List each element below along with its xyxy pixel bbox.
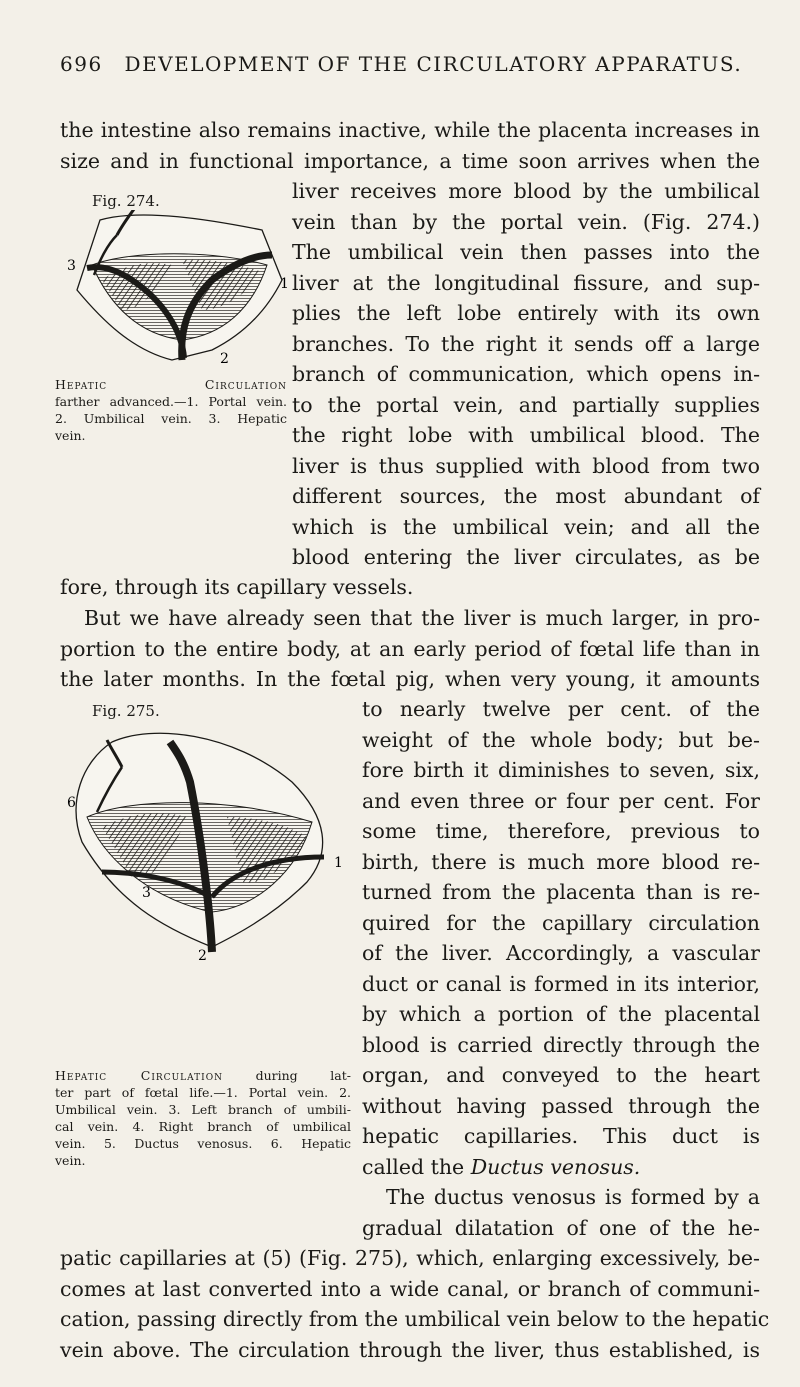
text-line: liver is thus supplied with blood from two bbox=[292, 453, 760, 478]
caption-line: 2. Umbilical vein. 3. Hepatic bbox=[55, 411, 287, 426]
paragraph-1-top bbox=[60, 115, 760, 176]
text-line: blood is carried directly through the bbox=[362, 1032, 760, 1057]
figure-275-number: 2 bbox=[198, 948, 207, 962]
text-line: The ductus venosus is formed by a bbox=[386, 1185, 760, 1209]
text-line: by which a portion of the placental bbox=[362, 1002, 760, 1026]
text-line: plies the left lobe entirely with its own bbox=[292, 301, 760, 325]
text-line: portion to the entire body, at an early period of fœtal life than in bbox=[60, 636, 760, 661]
text-line: patic capillaries at (5) (Fig. 275), which, enlarging excessively, be- bbox=[60, 1246, 760, 1270]
text-line: comes at last converted into a wide canal, or branch of communi- bbox=[60, 1276, 760, 1301]
figure-274-number: 2 bbox=[220, 351, 229, 365]
figure-275-number: 6 bbox=[67, 795, 76, 811]
figure-275-number: 3 bbox=[142, 885, 151, 901]
text-line: fore, through its capillary vessels. bbox=[60, 575, 414, 599]
paragraph-2-wrap bbox=[362, 694, 760, 1243]
text-line: the right lobe with umbilical blood. The bbox=[292, 423, 760, 447]
figure-274-caption bbox=[55, 376, 287, 444]
text-line: and even three or four per cent. For bbox=[362, 788, 760, 813]
text-line: liver receives more blood by the umbilical bbox=[292, 179, 760, 203]
caption-title: Hepatic Circulation bbox=[55, 377, 287, 392]
caption-line: vein. bbox=[55, 428, 86, 443]
text-line: vein above. The circulation through the liver, thus established, is bbox=[60, 1337, 760, 1362]
paragraph-2-top bbox=[60, 603, 760, 695]
caption-line: farther advanced.—1. Portal vein. bbox=[55, 394, 287, 409]
text-line: without having passed through the bbox=[362, 1093, 760, 1118]
text-line: the later months. In the fœtal pig, when very young, it amounts bbox=[60, 667, 760, 691]
text-line: which is the umbilical vein; and all the bbox=[292, 514, 760, 539]
text-line: But we have already seen that the liver is much larger, in pro- bbox=[84, 606, 760, 630]
text-line: some time, therefore, previous to bbox=[362, 819, 760, 843]
figure-274-number: 1 bbox=[280, 276, 289, 292]
text-line: size and in functional importance, a time soon arrives when the bbox=[60, 148, 760, 173]
text-line: weight of the whole body; but be- bbox=[362, 727, 760, 752]
text-line: branch of communication, which opens in- bbox=[292, 362, 760, 386]
caption-line bbox=[55, 1067, 351, 1084]
figure-275-label: Fig. 275. bbox=[92, 702, 160, 720]
caption-line: vein. 5. Ductus venosus. 6. Hepatic bbox=[55, 1136, 351, 1151]
text-line: liver at the longitudinal fissure, and sup- bbox=[292, 270, 760, 295]
figure-274-label: Fig. 274. bbox=[92, 192, 160, 210]
text-line: turned from the placenta than is re- bbox=[362, 880, 760, 904]
caption-line: Umbilical vein. 3. Left branch of umbili- bbox=[55, 1102, 351, 1117]
text-line: organ, and conveyed to the heart bbox=[362, 1063, 760, 1087]
running-head bbox=[60, 52, 760, 76]
text-line: to nearly twelve per cent. of the bbox=[362, 697, 760, 721]
figure-275-number: 1 bbox=[334, 855, 343, 871]
text-line: cation, passing directly from the umbilical vein below to the hepatic bbox=[60, 1307, 770, 1331]
text-line: The umbilical vein then passes into the bbox=[292, 240, 760, 264]
paragraph-1-end bbox=[60, 572, 760, 603]
text-line: duct or canal is formed in its interior, bbox=[362, 971, 760, 996]
paragraph-3-bottom bbox=[60, 1243, 770, 1365]
text-line: fore birth it diminishes to seven, six, bbox=[362, 758, 760, 782]
caption-line: ter part of fœtal life.—1. Portal vein. 2. bbox=[55, 1085, 351, 1100]
ductus-venosus-term: Ductus venosus. bbox=[470, 1154, 641, 1179]
figure-274-number: 3 bbox=[67, 258, 76, 274]
text-line: the intestine also remains inactive, while the placenta increases in bbox=[60, 118, 760, 142]
called-prefix: called the bbox=[362, 1154, 471, 1179]
figure-275-hepatic-circulation bbox=[62, 722, 360, 962]
figure-275-caption bbox=[55, 1067, 351, 1169]
text-line: birth, there is much more blood re- bbox=[362, 849, 760, 874]
text-line: vein than by the portal vein. (Fig. 274.) bbox=[292, 209, 760, 234]
text-line: to the portal vein, and partially supplies bbox=[292, 392, 760, 417]
text-line: quired for the capillary circulation bbox=[362, 910, 760, 935]
caption-title-rest: during lat- bbox=[222, 1068, 351, 1083]
paragraph-1-wrap bbox=[292, 176, 760, 573]
running-title: DEVELOPMENT OF THE CIRCULATORY APPARATUS. bbox=[124, 52, 743, 76]
figure-274-hepatic-circulation bbox=[62, 210, 290, 365]
text-line: blood entering the liver circulates, as be bbox=[292, 545, 760, 569]
text-line bbox=[362, 1152, 760, 1183]
text-line: hepatic capillaries. This duct is bbox=[362, 1124, 760, 1148]
caption-title: Hepatic Circulation bbox=[55, 1068, 223, 1083]
text-line: branches. To the right it sends off a large bbox=[292, 331, 760, 356]
caption-line: cal vein. 4. Right branch of umbilical bbox=[55, 1119, 351, 1134]
text-line: gradual dilatation of one of the he- bbox=[362, 1215, 760, 1240]
text-line: different sources, the most abundant of bbox=[292, 484, 760, 508]
text-line: of the liver. Accordingly, a vascular bbox=[362, 941, 760, 965]
caption-line: vein. bbox=[55, 1153, 86, 1168]
page-number: 696 bbox=[60, 52, 103, 76]
